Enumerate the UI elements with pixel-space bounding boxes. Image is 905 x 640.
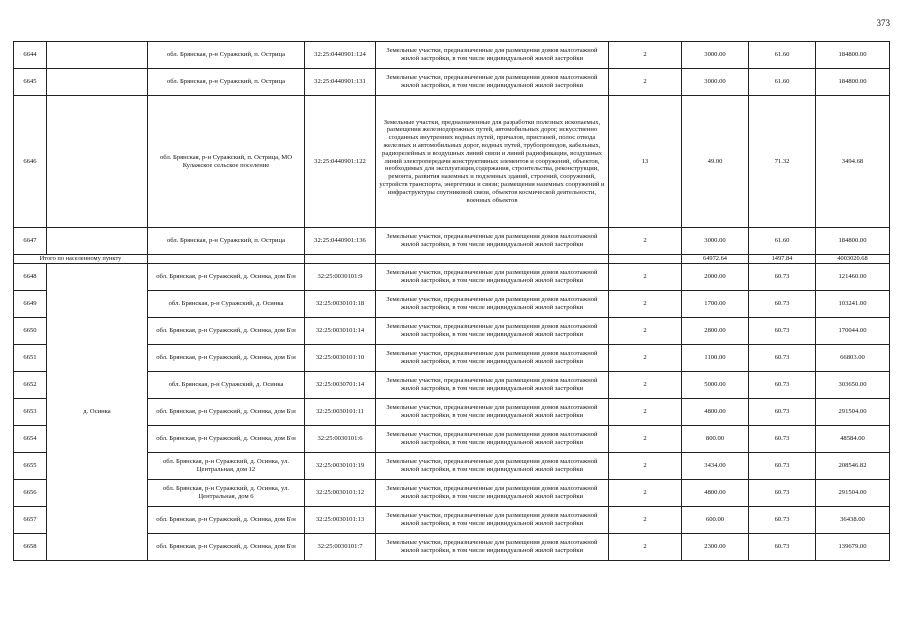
cadastral-number-cell: 32:25:0030101:9 [305, 264, 376, 291]
rate-cell: 60.73 [749, 426, 816, 453]
rate-cell: 71.32 [749, 96, 816, 228]
rate-cell: 60.73 [749, 534, 816, 561]
group-cell: 2 [609, 372, 682, 399]
cadastral-value-cell: 139679.00 [816, 534, 890, 561]
area-cell: 4800.00 [682, 399, 749, 426]
land-use-cell: Земельные участки, предназначенные для размещения домов малоэтажной жилой застройки, в том числе индивидуальной жилой застройки [376, 345, 609, 372]
rate-cell: 60.73 [749, 372, 816, 399]
area-cell: 2300.00 [682, 534, 749, 561]
rate-cell: 60.73 [749, 318, 816, 345]
cadastral-value-cell: 170044.00 [816, 318, 890, 345]
address-cell: обл. Брянская, р-н Суражский, д. Осинка [148, 291, 305, 318]
address-cell: обл. Брянская, р-н Суражский, п. Острица [148, 42, 305, 69]
group-cell: 2 [609, 228, 682, 255]
row-number: 6653 [14, 399, 47, 426]
area-cell: 2800.00 [682, 318, 749, 345]
total-rate: 1497.84 [749, 255, 816, 264]
group-cell: 2 [609, 345, 682, 372]
row-number: 6645 [14, 69, 47, 96]
area-cell: 1700.00 [682, 291, 749, 318]
area-cell: 2000.00 [682, 264, 749, 291]
group-cell: 2 [609, 534, 682, 561]
settlement-cell [47, 228, 148, 255]
empty-cell [148, 255, 305, 264]
group-cell: 2 [609, 426, 682, 453]
address-cell: обл. Брянская, р-н Суражский, д. Осинка, ул. Центральная, дом 12 [148, 453, 305, 480]
area-cell: 49.00 [682, 96, 749, 228]
address-cell: обл. Брянская, р-н Суражский, д. Осинка, дом Б\н [148, 345, 305, 372]
rate-cell: 61.60 [749, 42, 816, 69]
cadastral-number-cell: 32:25:0440901:136 [305, 228, 376, 255]
area-cell: 3434.00 [682, 453, 749, 480]
address-cell: обл. Брянская, р-н Суражский, д. Осинка, ул. Центральная, дом 6 [148, 480, 305, 507]
cadastral-value-cell: 184800.00 [816, 69, 890, 96]
address-cell: обл. Брянская, р-н Суражский, д. Осинка, дом Б\н [148, 399, 305, 426]
row-number: 6646 [14, 96, 47, 228]
row-number: 6652 [14, 372, 47, 399]
land-use-cell: Земельные участки, предназначенные для размещения домов малоэтажной жилой застройки, в том числе индивидуальной жилой застройки [376, 318, 609, 345]
cadastral-number-cell: 32:25:0440901:124 [305, 42, 376, 69]
row-number: 6658 [14, 534, 47, 561]
area-cell: 1100.00 [682, 345, 749, 372]
group-cell: 2 [609, 480, 682, 507]
empty-cell [376, 255, 609, 264]
address-cell: обл. Брянская, р-н Суражский, д. Осинка [148, 372, 305, 399]
rate-cell: 60.73 [749, 453, 816, 480]
rate-cell: 60.73 [749, 264, 816, 291]
cadastral-value-cell: 208546.82 [816, 453, 890, 480]
cadastral-value-cell: 303650.00 [816, 372, 890, 399]
cadastral-number-cell: 32:25:0440901:122 [305, 96, 376, 228]
land-use-cell: Земельные участки, предназначенные для разработки полезных ископаемых, размещения железнодорожных путей, автомобильных дорог, искусственно созданных внутренних водных путей, причалов, пристаней, полос отвода железных и автомобильных дорог, водных путей, трубопроводов, кабельных, радиорелейных и воздушных линий связи и линий радиофикации, воздушных линий электропередачи конструктивных элементов и сооружений, объектов, необходимых для эксплуатации,содержания, строительства, реконструкции, ремонта, развития наземных и подземных зданий, строений, сооружений, устройств транспорта, энергетики и связи; размещения наземных сооружений и инфраструктуры спутниковой связи, объектов космической деятельности, военных объектов [376, 96, 609, 228]
land-use-cell: Земельные участки, предназначенные для размещения домов малоэтажной жилой застройки, в том числе индивидуальной жилой застройки [376, 480, 609, 507]
settlement-cell [47, 96, 148, 228]
table-row [14, 69, 890, 96]
land-use-cell: Земельные участки, предназначенные для размещения домов малоэтажной жилой застройки, в том числе индивидуальной жилой застройки [376, 372, 609, 399]
row-number: 6647 [14, 228, 47, 255]
total-value: 4003020.68 [816, 255, 890, 264]
area-cell: 5000.00 [682, 372, 749, 399]
cadastral-value-cell: 184800.00 [816, 42, 890, 69]
land-use-cell: Земельные участки, предназначенные для размещения домов малоэтажной жилой застройки, в том числе индивидуальной жилой застройки [376, 291, 609, 318]
group-cell: 2 [609, 507, 682, 534]
area-cell: 4800.00 [682, 480, 749, 507]
area-cell: 3000.00 [682, 42, 749, 69]
cadastral-number-cell: 32:25:0030101:7 [305, 534, 376, 561]
address-cell: обл. Брянская, р-н Суражский, п. Острица, МО Кулажское сельское поселение [148, 96, 305, 228]
total-area: 64972.64 [682, 255, 749, 264]
cadastral-number-cell: 32:25:0030101:14 [305, 318, 376, 345]
group-cell: 2 [609, 318, 682, 345]
cadastral-value-cell: 3494.68 [816, 96, 890, 228]
land-use-cell: Земельные участки, предназначенные для размещения домов малоэтажной жилой застройки, в том числе индивидуальной жилой застройки [376, 534, 609, 561]
rate-cell: 60.73 [749, 345, 816, 372]
settlement-cell [47, 69, 148, 96]
group-cell: 2 [609, 399, 682, 426]
row-number: 6648 [14, 264, 47, 291]
rate-cell: 61.60 [749, 69, 816, 96]
cadastral-number-cell: 32:25:0030101:12 [305, 480, 376, 507]
table-row [14, 96, 890, 228]
group-cell: 13 [609, 96, 682, 228]
land-use-cell: Земельные участки, предназначенные для размещения домов малоэтажной жилой застройки, в том числе индивидуальной жилой застройки [376, 426, 609, 453]
table-row [14, 264, 890, 291]
table-row [14, 228, 890, 255]
settlement-name: д. Осинка [47, 264, 148, 561]
area-cell: 3000.00 [682, 69, 749, 96]
row-number: 6657 [14, 507, 47, 534]
rate-cell: 61.60 [749, 228, 816, 255]
address-cell: обл. Брянская, р-н Суражский, д. Осинка, дом Б\н [148, 264, 305, 291]
rate-cell: 60.73 [749, 507, 816, 534]
row-number: 6651 [14, 345, 47, 372]
rate-cell: 60.73 [749, 291, 816, 318]
row-number: 6655 [14, 453, 47, 480]
land-use-cell: Земельные участки, предназначенные для размещения домов малоэтажной жилой застройки, в том числе индивидуальной жилой застройки [376, 399, 609, 426]
address-cell: обл. Брянская, р-н Суражский, д. Осинка, дом Б\н [148, 426, 305, 453]
group-cell: 2 [609, 453, 682, 480]
address-cell: обл. Брянская, р-н Суражский, п. Острица [148, 228, 305, 255]
total-row [14, 255, 890, 264]
cadastral-value-cell: 291504.00 [816, 480, 890, 507]
land-registry-table [13, 41, 890, 561]
address-cell: обл. Брянская, р-н Суражский, д. Осинка, дом Б\н [148, 507, 305, 534]
area-cell: 3000.00 [682, 228, 749, 255]
row-number: 6649 [14, 291, 47, 318]
empty-cell [609, 255, 682, 264]
table-row [14, 42, 890, 69]
land-use-cell: Земельные участки, предназначенные для размещения домов малоэтажной жилой застройки, в том числе индивидуальной жилой застройки [376, 453, 609, 480]
cadastral-number-cell: 32:25:0030101:13 [305, 507, 376, 534]
row-number: 6644 [14, 42, 47, 69]
land-use-cell: Земельные участки, предназначенные для размещения домов малоэтажной жилой застройки, в том числе индивидуальной жилой застройки [376, 264, 609, 291]
cadastral-number-cell: 32:25:0030101:11 [305, 399, 376, 426]
rate-cell: 60.73 [749, 399, 816, 426]
cadastral-value-cell: 66803.00 [816, 345, 890, 372]
address-cell: обл. Брянская, р-н Суражский, д. Осинка, дом Б\н [148, 318, 305, 345]
cadastral-value-cell: 36438.00 [816, 507, 890, 534]
cadastral-number-cell: 32:25:0440901:131 [305, 69, 376, 96]
cadastral-value-cell: 184800.00 [816, 228, 890, 255]
cadastral-value-cell: 291504.00 [816, 399, 890, 426]
address-cell: обл. Брянская, р-н Суражский, п. Острица [148, 69, 305, 96]
row-number: 6654 [14, 426, 47, 453]
total-label: Итого по населенному пункту [14, 255, 148, 264]
cadastral-value-cell: 103241.00 [816, 291, 890, 318]
cadastral-value-cell: 121460.00 [816, 264, 890, 291]
cadastral-number-cell: 32:25:0030101:18 [305, 291, 376, 318]
page-number: 373 [876, 18, 890, 28]
address-cell: обл. Брянская, р-н Суражский, д. Осинка, дом Б\н [148, 534, 305, 561]
group-cell: 2 [609, 291, 682, 318]
cadastral-number-cell: 32:25:0030101:6 [305, 426, 376, 453]
cadastral-value-cell: 48584.00 [816, 426, 890, 453]
area-cell: 800.00 [682, 426, 749, 453]
empty-cell [305, 255, 376, 264]
land-use-cell: Земельные участки, предназначенные для размещения домов малоэтажной жилой застройки, в том числе индивидуальной жилой застройки [376, 42, 609, 69]
land-use-cell: Земельные участки, предназначенные для размещения домов малоэтажной жилой застройки, в том числе индивидуальной жилой застройки [376, 228, 609, 255]
cadastral-number-cell: 32:25:0030101:10 [305, 345, 376, 372]
area-cell: 600.00 [682, 507, 749, 534]
group-cell: 2 [609, 69, 682, 96]
land-use-cell: Земельные участки, предназначенные для размещения домов малоэтажной жилой застройки, в том числе индивидуальной жилой застройки [376, 69, 609, 96]
settlement-cell [47, 42, 148, 69]
land-use-cell: Земельные участки, предназначенные для размещения домов малоэтажной жилой застройки, в том числе индивидуальной жилой застройки [376, 507, 609, 534]
group-cell: 2 [609, 42, 682, 69]
row-number: 6656 [14, 480, 47, 507]
cadastral-number-cell: 32:25:0030701:14 [305, 372, 376, 399]
cadastral-number-cell: 32:25:0030101:19 [305, 453, 376, 480]
row-number: 6650 [14, 318, 47, 345]
rate-cell: 60.73 [749, 480, 816, 507]
group-cell: 2 [609, 264, 682, 291]
